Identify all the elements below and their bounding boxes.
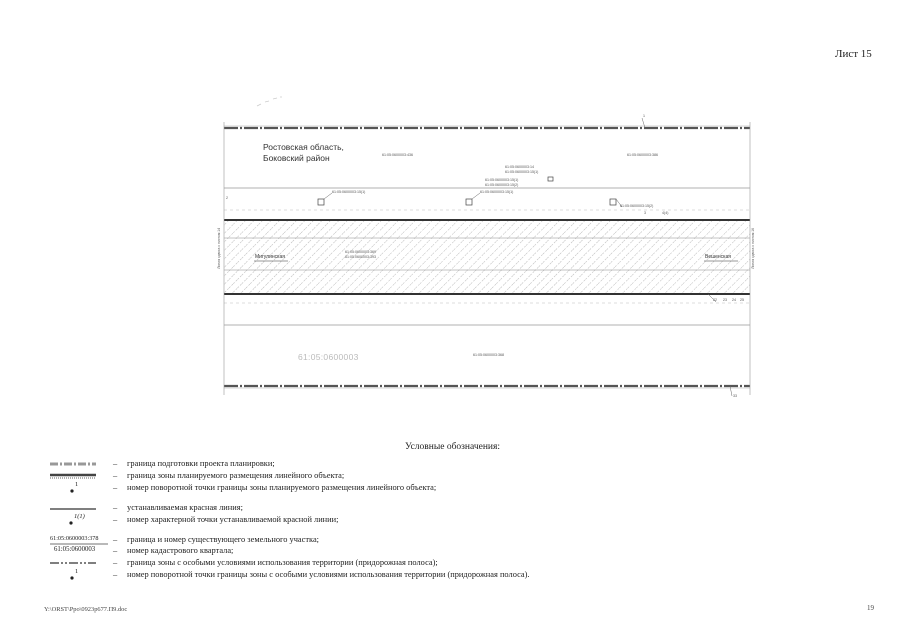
legend-symbol-parcel [48,535,108,546]
parcel-label-cluster-2: 61:05:0600003:15(1) [505,170,539,174]
parcel-label-mid-box: 61:05:0600003:15(1) [480,190,514,194]
legend-symbol-quarter [48,546,108,557]
legend-dash: – [113,515,118,524]
point-3: 3 [644,211,646,215]
point-22: 22 [713,298,717,302]
legend-row-turning-point [48,483,708,494]
point-1: 1 [643,114,645,118]
point-25: 25 [740,298,744,302]
legend-row-road-point [48,570,708,581]
point-33: 33 [733,394,737,398]
legend-dash: – [113,558,118,567]
legend-title: Условные обозначения: [405,442,501,452]
legend-text-boundary: граница подготовки проекта планировки; [127,459,275,468]
legend-parcel-sample: 61:05:0600003:378 [50,535,99,542]
parcel-label-cluster-1: 61:05:0600003:14 [505,165,534,169]
point-23: 23 [723,298,727,302]
legend-red-point-label: 1(1) [74,513,85,520]
side-label-left: Линия сдвига с листом 14 [217,228,221,269]
legend-dash: – [113,570,118,579]
parcel-label-top-right: 61:05:0600003:386 [627,153,658,157]
file-path: Y:\ORST\Ppo\0923р677.П9.doc [44,606,128,613]
place-west: Мигулинская [255,254,285,260]
parcel-label-road-2: 61:05:0600003:393 [345,255,376,259]
parcel-label-cluster-3: 61:05:0600003:15(1) [485,178,519,182]
legend-symbol-red-point [48,515,108,526]
parcel-label-road-1: 61:05:0600003:369 [345,250,376,254]
legend-dash: – [113,471,118,480]
legend-point-label: 1 [75,481,79,488]
side-label-right: Линия сдвига с листом 16 [751,228,755,269]
point-2: 2 [226,196,228,200]
legend-row-quarter [48,546,708,557]
legend-row-road-zone [48,558,708,569]
point-4: 4(4) [662,211,669,215]
legend-text-road-zone: граница зоны с особыми условиями использования территории (придорожная полоса); [127,558,438,567]
region-name-line1: Ростовская область, [263,142,344,152]
legend-row-boundary [48,459,708,470]
legend-row-red-line [48,503,708,514]
parcel-label-top-left: 61:05:0600003:436 [382,153,413,157]
legend-symbol-road-point [48,570,108,581]
legend-quarter-sample: 61:05:0600003 [54,546,96,553]
point-24: 24 [732,298,736,302]
legend-symbol-turning-point [48,483,108,494]
legend-symbol-boundary [48,459,108,470]
place-east: Вешенская [705,254,731,260]
legend-row-red-point [48,515,708,526]
legend-zone-point-label: 1 [75,568,79,575]
legend-text-zone: граница зоны планируемого размещения линейного объекта; [127,471,345,480]
stray-marks [255,95,285,107]
region-name-line2: Боковский район [263,153,330,163]
legend-text-road-point: номер поворотной точки границы зоны с особыми условиями использования территории (придорожная полоса). [127,570,530,579]
legend-row-parcel [48,535,708,546]
parcel-label-cluster-4: 61:05:0600003:15(2) [485,183,519,187]
legend-dash: – [113,459,118,468]
sheet-label: Лист 15 [835,48,872,60]
plan-map [217,110,755,405]
legend-dash: – [113,483,118,492]
legend-text-red-line: устанавливаемая красная линия; [127,503,243,512]
legend-text-parcel: граница и номер существующего земельного участка; [127,535,320,544]
legend-text-red-point: номер характерной точки устанавливаемой красной линии; [127,515,339,524]
legend-row-zone [48,471,708,482]
legend-dash: – [113,503,118,512]
page-number: 19 [867,604,874,612]
quarter-number: 61:05:0600003 [298,352,359,362]
legend-text-turning-point: номер поворотной точки границы зоны планируемого размещения линейного объекта; [127,483,437,492]
legend-dash: – [113,535,118,544]
legend-text-quarter: номер кадастрового квартала; [127,546,234,555]
parcel-label-left-box: 61:05:0600003:15(1) [332,190,366,194]
legend-dash: – [113,546,118,555]
parcel-label-right-box: 61:05:0600003:15(2) [620,204,654,208]
parcel-label-bottom: 61:05:0600003:368 [473,353,504,357]
